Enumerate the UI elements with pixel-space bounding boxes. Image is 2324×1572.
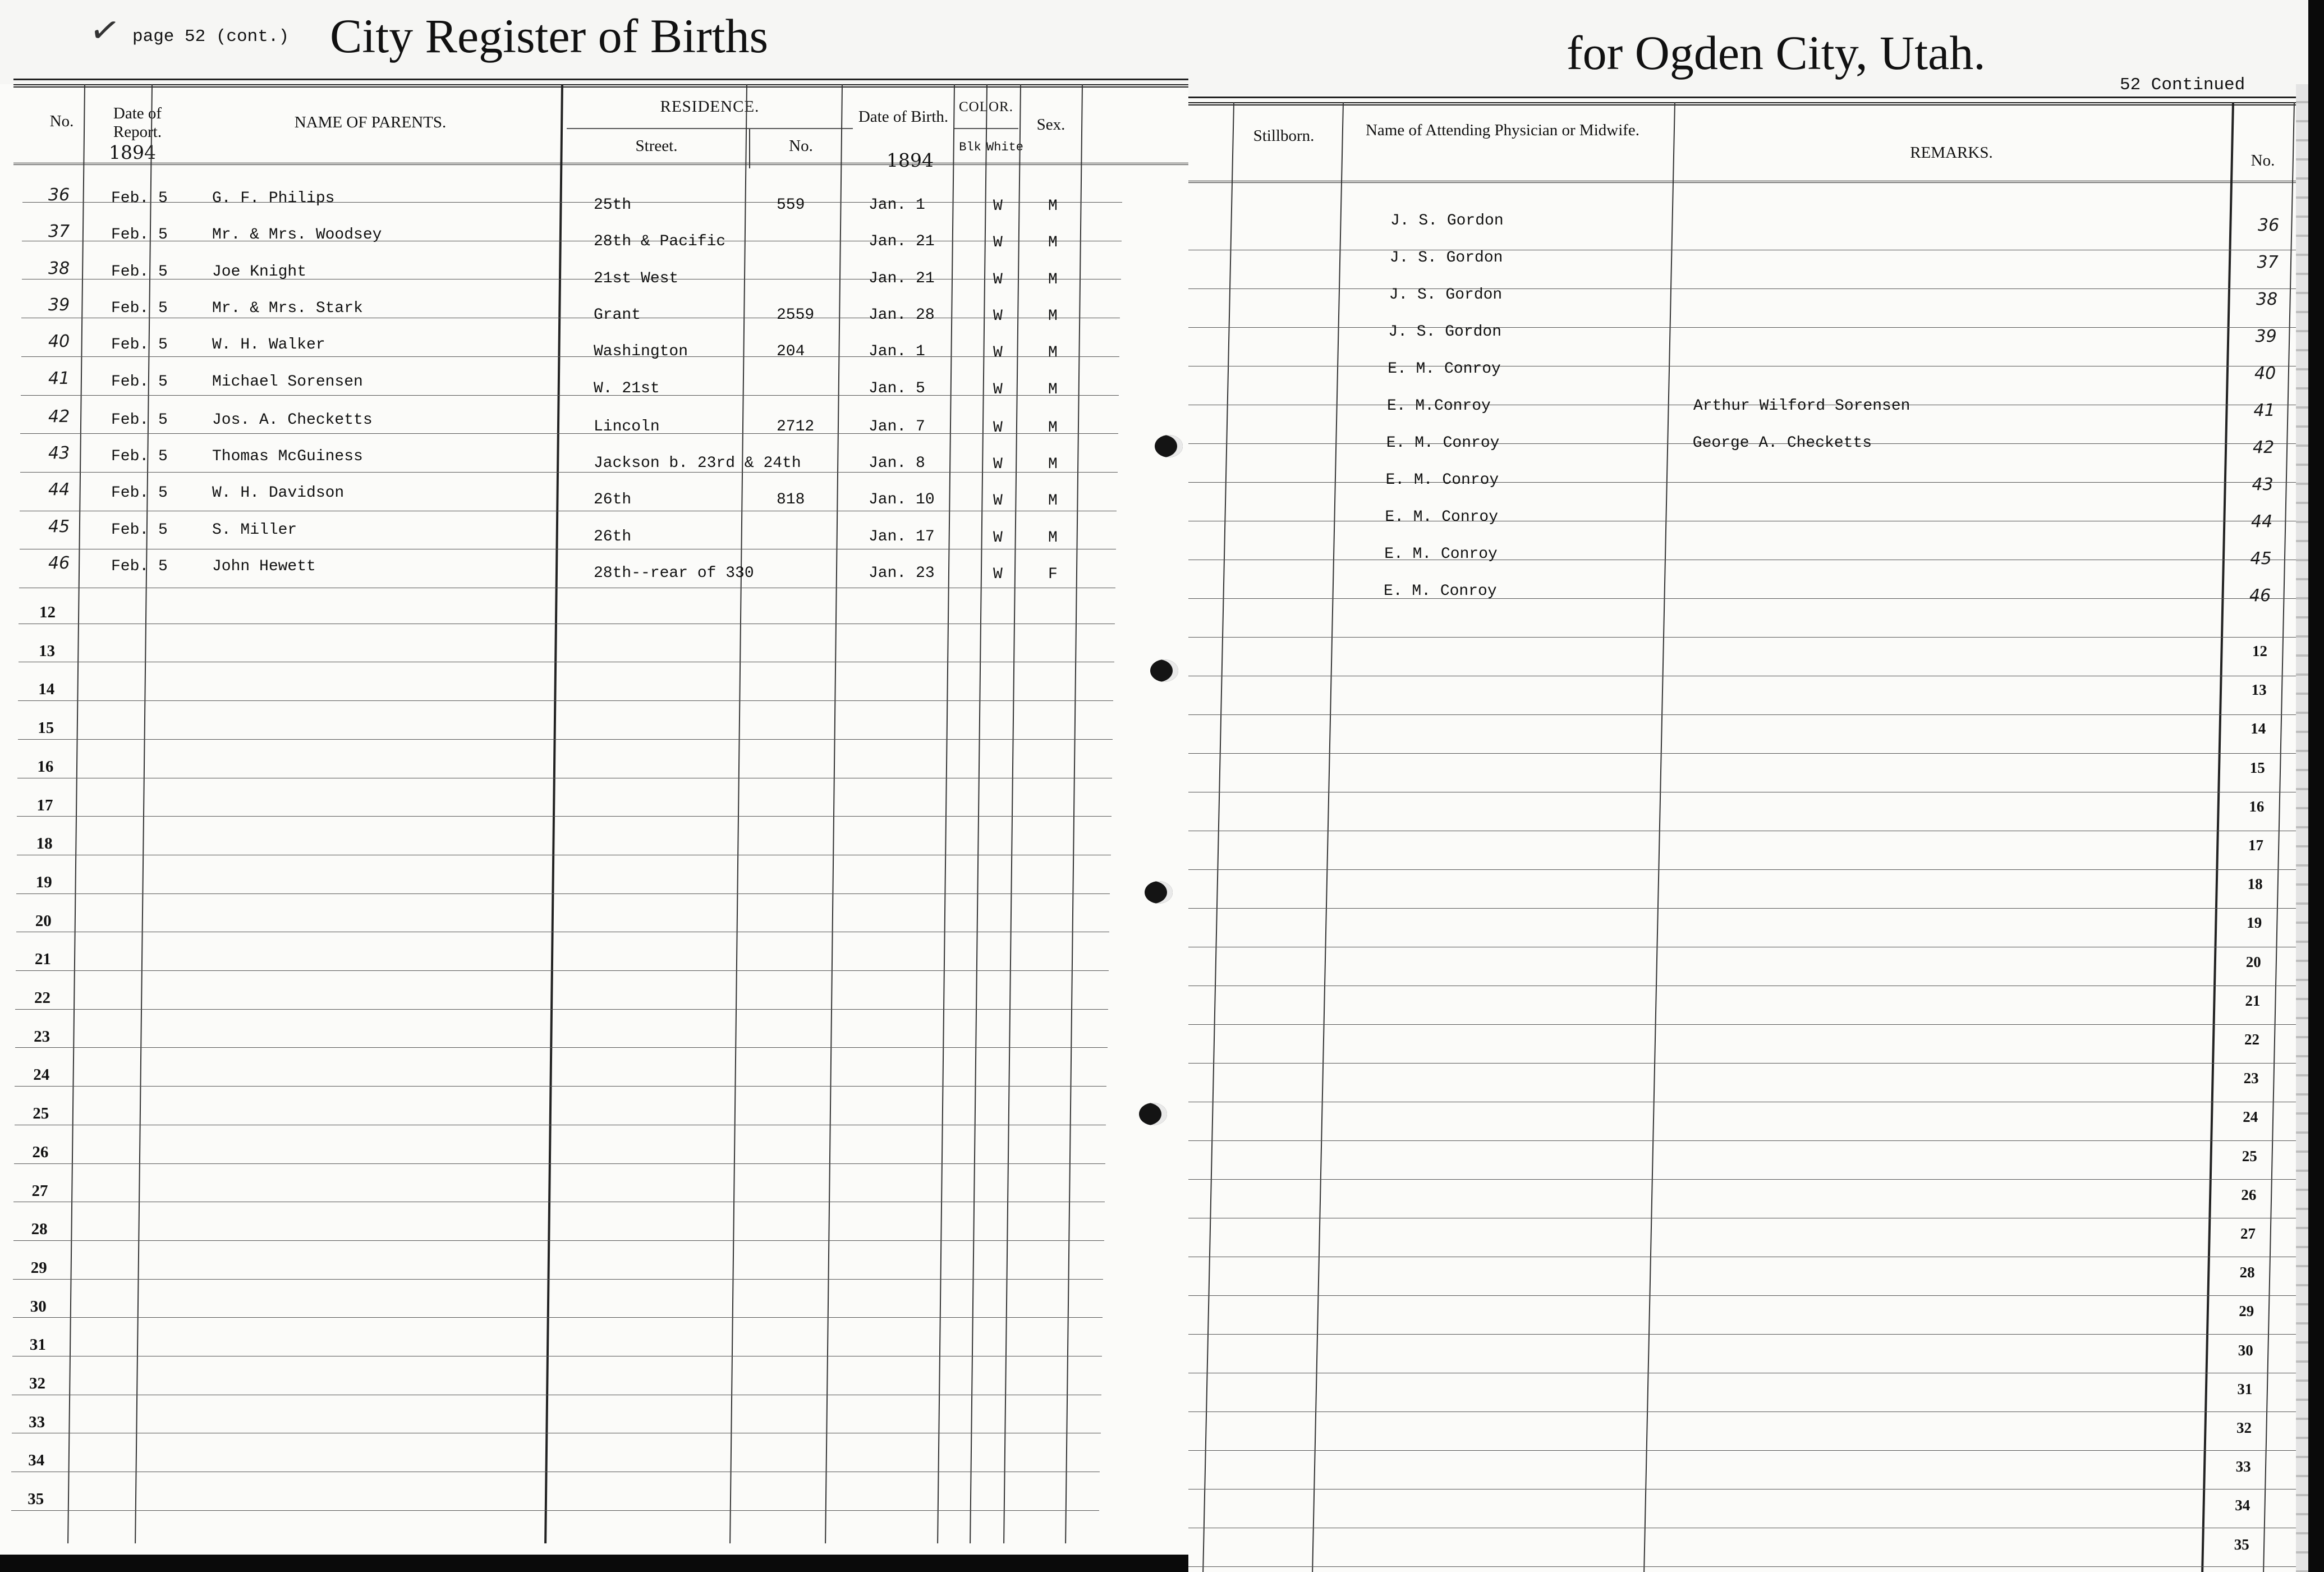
printed-row-number-right: 26	[2241, 1186, 2257, 1203]
color-value: W	[993, 381, 1003, 398]
header-remarks: REMARKS.	[1910, 144, 1993, 162]
birth-date: Jan. 10	[869, 491, 935, 509]
residence-street: 28th--rear of 330	[594, 565, 754, 582]
printed-row-number: 20	[35, 911, 52, 930]
parents-name: Mr. & Mrs. Stark	[212, 299, 363, 317]
row-rule	[13, 1279, 1103, 1280]
header-bottom-rule	[13, 163, 1188, 165]
header-birth-year: 1894	[887, 149, 934, 171]
parents-name: Jos. A. Checketts	[212, 411, 373, 429]
birth-date: Jan. 5	[869, 379, 925, 397]
entry-number-handwritten-right: 41	[2253, 401, 2275, 420]
report-date: Feb. 5	[111, 411, 168, 429]
residence-street: 25th	[594, 196, 632, 214]
residence-street: Washington	[594, 343, 688, 361]
parents-name: Mr. & Mrs. Woodsey	[212, 226, 382, 244]
residence-number: 204	[777, 343, 805, 361]
printed-row-number-right: 15	[2249, 759, 2265, 776]
row-rule	[13, 1317, 1103, 1318]
row-rule	[21, 356, 1120, 357]
birth-date: Jan. 17	[869, 528, 935, 546]
row-rule-right	[1188, 1295, 2301, 1296]
binder-hole	[1139, 1103, 1167, 1125]
header-residence: RESIDENCE.	[660, 98, 760, 116]
birth-date: Jan. 21	[869, 233, 935, 251]
binder-hole	[1150, 659, 1178, 682]
header-no-right: No.	[2250, 152, 2275, 169]
printed-row-number-right: 35	[2234, 1536, 2249, 1553]
header-bottom-rule-right	[1188, 181, 2308, 183]
printed-row-number: 13	[39, 641, 56, 660]
printed-row-number-right: 17	[2248, 837, 2263, 854]
color-value: W	[993, 492, 1003, 510]
attending-physician: E. M. Conroy	[1384, 583, 1497, 600]
column-rule	[749, 129, 750, 168]
header-color: COLOR.	[959, 99, 1013, 114]
residence-number: 559	[777, 196, 805, 214]
column-rule-right	[2263, 102, 2295, 1572]
printed-row-number-right: 24	[2243, 1108, 2258, 1126]
parents-name: S. Miller	[212, 521, 297, 539]
row-rule	[16, 970, 1109, 971]
printed-row-number: 15	[38, 719, 54, 737]
row-rule-right	[1188, 869, 2304, 870]
remarks-text: George A. Checketts	[1692, 434, 1872, 452]
printed-row-number-right: 20	[2245, 953, 2261, 970]
printed-row-number-right: 33	[2235, 1458, 2251, 1475]
parents-name: W. H. Davidson	[212, 484, 345, 502]
entry-number-handwritten-right: 46	[2249, 586, 2271, 606]
residence-street: W. 21st	[594, 379, 660, 397]
sex-value: M	[1048, 307, 1058, 325]
birth-date: Jan. 23	[869, 565, 935, 582]
parents-name: John Hewett	[212, 558, 316, 575]
sex-value: M	[1048, 529, 1058, 547]
row-rule-right	[1188, 1566, 2299, 1567]
printed-row-number: 25	[33, 1104, 49, 1123]
sex-value: M	[1048, 198, 1058, 215]
remarks-text: Arthur Wilford Sorensen	[1693, 397, 1910, 415]
printed-row-number-right: 31	[2237, 1380, 2253, 1397]
printed-row-number: 18	[36, 835, 53, 853]
entry-number-handwritten: 44	[48, 480, 70, 500]
entry-number-handwritten-right: 38	[2256, 290, 2278, 309]
printed-row-number-right: 28	[2239, 1264, 2255, 1281]
entry-number-handwritten: 38	[48, 258, 70, 278]
register-title-continued: for Ogden City, Utah.	[1567, 26, 1986, 80]
header-report-year: 1894	[109, 141, 156, 163]
sex-value: M	[1048, 456, 1058, 474]
printed-row-number-right: 18	[2247, 876, 2263, 893]
birth-date: Jan. 1	[869, 343, 925, 361]
row-rule	[20, 472, 1118, 473]
header-white: White	[986, 140, 1024, 154]
sex-value: M	[1048, 234, 1058, 252]
color-value: W	[993, 198, 1003, 215]
row-rule-right	[1188, 753, 2305, 754]
header-street-no: No.	[789, 137, 813, 155]
row-rule-right	[1188, 288, 2308, 289]
residence-number: 2559	[777, 306, 815, 324]
entry-number-handwritten-right: 43	[2252, 475, 2274, 494]
column-rule	[1003, 84, 1021, 1543]
attending-physician: J. S. Gordon	[1389, 286, 1503, 304]
entry-number-handwritten-right: 39	[2255, 327, 2277, 346]
page-edge-tabs	[2296, 84, 2308, 1572]
row-rule-right	[1188, 908, 2304, 909]
row-rule-right	[1188, 1063, 2303, 1064]
printed-row-number-right: 34	[2235, 1497, 2250, 1514]
row-rule-right	[1188, 637, 2305, 638]
printed-row-number-right: 27	[2240, 1225, 2256, 1242]
report-date: Feb. 5	[111, 190, 168, 207]
printed-row-number: 29	[30, 1258, 47, 1277]
attending-physician: J. S. Gordon	[1390, 212, 1504, 230]
color-value: W	[993, 307, 1003, 325]
column-rule	[67, 84, 85, 1543]
attending-physician: E. M. Conroy	[1388, 360, 1501, 378]
printed-row-number: 12	[39, 603, 56, 621]
printed-row-number: 28	[31, 1220, 48, 1239]
column-rule	[1065, 84, 1083, 1543]
printed-row-number: 17	[36, 796, 53, 814]
birth-date: Jan. 1	[869, 196, 925, 214]
printed-row-number-right: 16	[2249, 798, 2265, 815]
header-name-of-parents: NAME OF PARENTS.	[294, 113, 447, 131]
color-value: W	[993, 529, 1003, 547]
column-rule	[825, 84, 843, 1543]
row-rule-right	[1188, 598, 2306, 599]
row-rule	[16, 893, 1110, 894]
top-rule-right	[1188, 97, 2308, 98]
report-date: Feb. 5	[111, 484, 168, 502]
birth-date: Jan. 28	[869, 306, 935, 324]
top-rule	[13, 79, 1188, 80]
printed-row-number-right: 12	[2252, 643, 2267, 659]
residence-street: Jackson b. 23rd & 24th	[594, 455, 801, 473]
residence-number: 818	[777, 491, 805, 509]
page-note: page 52 (cont.)	[132, 27, 290, 47]
sex-value: F	[1048, 566, 1058, 583]
header-date-of-report: Date of Report.	[113, 104, 162, 141]
row-rule-right	[1188, 1334, 2300, 1335]
printed-row-number: 30	[30, 1297, 47, 1316]
entry-number-handwritten: 40	[48, 332, 70, 352]
printed-row-number-right: 25	[2242, 1147, 2257, 1165]
attending-physician: E. M. Conroy	[1384, 546, 1498, 563]
printed-row-number-right: 32	[2236, 1419, 2252, 1436]
row-rule-right	[1188, 482, 2307, 483]
header-physician: Name of Attending Physician or Midwife.	[1365, 121, 1640, 139]
entry-number-handwritten: 37	[48, 222, 70, 242]
attending-physician: J. S. Gordon	[1389, 249, 1503, 267]
printed-row-number: 22	[34, 989, 50, 1007]
color-value: W	[993, 344, 1003, 362]
residence-subrule	[567, 128, 853, 129]
residence-street: 28th & Pacific	[594, 233, 726, 251]
residence-street: Lincoln	[594, 418, 660, 436]
report-date: Feb. 5	[111, 448, 168, 466]
entry-number-handwritten-right: 37	[2257, 253, 2279, 272]
register-title: City Register of Births	[330, 9, 769, 63]
row-rule	[13, 1240, 1104, 1241]
top-double-rule	[13, 84, 1188, 88]
residence-number: 2712	[777, 418, 815, 436]
row-rule	[14, 1163, 1105, 1164]
birth-date: Jan. 7	[869, 418, 925, 436]
sex-value: M	[1048, 419, 1058, 437]
right-page	[1188, 0, 2308, 1572]
printed-row-number: 31	[29, 1336, 46, 1354]
attending-physician: J. S. Gordon	[1388, 323, 1502, 341]
printed-row-number: 21	[34, 950, 51, 969]
entry-number-handwritten-right: 45	[2250, 549, 2272, 569]
printed-row-number: 32	[29, 1374, 45, 1392]
row-rule-right	[1188, 1411, 2300, 1412]
sex-value: M	[1048, 492, 1058, 510]
printed-row-number-right: 23	[2243, 1070, 2259, 1087]
entry-number-handwritten: 46	[48, 553, 70, 573]
report-date: Feb. 5	[111, 558, 168, 575]
attending-physician: E. M. Conroy	[1386, 434, 1500, 452]
printed-row-number-right: 30	[2238, 1341, 2253, 1359]
sex-value: M	[1048, 344, 1058, 362]
row-rule-right	[1188, 1140, 2302, 1141]
printed-row-number: 35	[27, 1490, 44, 1509]
row-rule	[15, 1047, 1108, 1048]
entry-number-handwritten: 45	[48, 516, 70, 537]
printed-row-number: 14	[38, 680, 55, 699]
entry-number-handwritten: 43	[48, 443, 70, 464]
entry-number-handwritten: 39	[48, 295, 70, 315]
entry-number-handwritten-right: 36	[2258, 216, 2280, 235]
binder-hole	[1145, 881, 1173, 904]
parents-name: Joe Knight	[212, 263, 307, 281]
page-note-continued: 52 Continued	[2120, 75, 2245, 95]
entry-number-handwritten-right: 40	[2254, 364, 2276, 383]
header-street: Street.	[635, 137, 678, 155]
attending-physician: E. M. Conroy	[1385, 508, 1499, 526]
header-stillborn: Stillborn.	[1253, 127, 1315, 145]
color-value: W	[993, 419, 1003, 437]
row-rule	[15, 1009, 1108, 1010]
color-value: W	[993, 566, 1003, 583]
entry-number-handwritten-right: 42	[2253, 438, 2275, 457]
printed-row-number: 19	[35, 873, 52, 891]
printed-row-number: 24	[33, 1066, 50, 1084]
report-date: Feb. 5	[111, 226, 168, 244]
printed-row-number: 23	[34, 1027, 50, 1046]
row-rule-right	[1188, 1179, 2302, 1180]
header-date-of-birth: Date of Birth.	[858, 108, 949, 126]
entry-number-handwritten: 41	[48, 368, 70, 388]
row-rule-right	[1188, 1024, 2303, 1025]
column-rule	[970, 84, 988, 1543]
color-value: W	[993, 271, 1003, 288]
row-rule-right	[1188, 1450, 2300, 1451]
sex-value: M	[1048, 271, 1058, 288]
printed-row-number: 33	[29, 1413, 45, 1431]
row-rule	[21, 395, 1119, 396]
row-rule	[18, 700, 1113, 701]
residence-street: Grant	[594, 306, 641, 324]
report-date: Feb. 5	[111, 263, 168, 281]
birth-date: Jan. 8	[869, 455, 925, 473]
header-sex: Sex.	[1036, 116, 1065, 134]
printed-row-number-right: 19	[2247, 914, 2262, 932]
attending-physician: E. M. Conroy	[1385, 471, 1499, 489]
column-rule-right	[1202, 102, 1234, 1572]
column-rule	[544, 84, 563, 1543]
report-date: Feb. 5	[111, 336, 168, 354]
row-rule	[17, 816, 1111, 817]
sex-value: M	[1048, 381, 1058, 398]
column-rule-right	[1312, 102, 1344, 1572]
parents-name: Michael Sorensen	[212, 373, 363, 391]
column-rule	[729, 84, 747, 1543]
top-double-rule-right	[1188, 102, 2308, 106]
printed-row-number: 26	[32, 1143, 49, 1161]
printed-row-number-right: 21	[2245, 992, 2261, 1009]
printed-row-number-right: 29	[2239, 1303, 2254, 1320]
header-blk: Blk	[959, 140, 981, 154]
row-rule	[11, 1510, 1100, 1511]
row-rule	[18, 739, 1113, 740]
printed-row-number-right: 13	[2251, 681, 2267, 699]
report-date: Feb. 5	[111, 299, 168, 317]
residence-street: 26th	[594, 528, 632, 546]
report-date: Feb. 5	[111, 521, 168, 539]
parents-name: G. F. Philips	[212, 190, 335, 207]
column-rule-right	[2201, 102, 2234, 1572]
printed-row-number: 16	[37, 757, 54, 776]
residence-street: 26th	[594, 491, 632, 509]
birth-date: Jan. 21	[869, 269, 935, 287]
printed-row-number: 27	[31, 1181, 48, 1200]
column-rule	[937, 84, 955, 1543]
column-rule-right	[1643, 102, 1675, 1572]
report-date: Feb. 5	[111, 373, 168, 391]
entry-number-handwritten-right: 44	[2251, 512, 2273, 531]
printed-row-number: 34	[28, 1451, 45, 1470]
binder-hole	[1155, 435, 1183, 457]
color-value: W	[993, 456, 1003, 474]
check-mark-icon: ✓	[86, 7, 123, 54]
printed-row-number-right: 14	[2250, 720, 2266, 737]
printed-row-number-right: 22	[2244, 1031, 2259, 1048]
attending-physician: E. M.Conroy	[1387, 397, 1491, 415]
row-rule	[22, 202, 1122, 203]
row-rule-right	[1188, 714, 2305, 715]
row-rule-right	[1188, 327, 2308, 328]
header-no: No.	[49, 112, 74, 130]
parents-name: Thomas McGuiness	[212, 448, 363, 466]
row-rule	[20, 433, 1118, 434]
color-value: W	[993, 234, 1003, 252]
row-rule	[15, 1086, 1106, 1087]
entry-number-handwritten: 36	[48, 185, 70, 205]
residence-street: 21st West	[594, 269, 679, 287]
parents-name: W. H. Walker	[212, 336, 325, 354]
entry-number-handwritten: 42	[48, 406, 70, 427]
